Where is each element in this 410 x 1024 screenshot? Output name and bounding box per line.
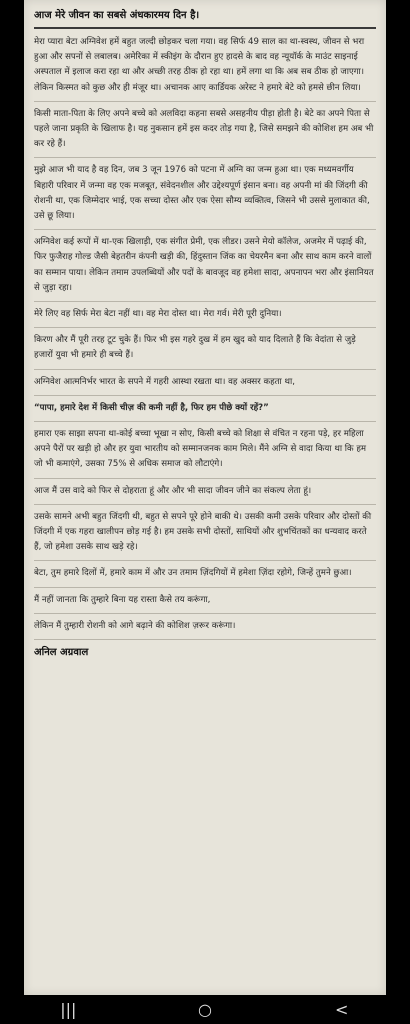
article-paragraph: मैं नहीं जानता कि तुम्हारे बिना यह रास्ता कैसे तय करूंगा, (34, 594, 211, 605)
paragraph-divider (34, 369, 376, 370)
article-paragraph: मुझे आज भी याद है वह दिन, जब 3 जून 1976 को पटना में अग्नि का जन्म हुआ था। एक मध्यमवर्गीय बिहारी परिवार में जन्मा वह एक मजबूत, संवेदनशील और उद्देश्यपूर्ण इंसान बना। वह अपनी मां की जिंदगी की रोशनी था, एक जिम्मेदार भाई, एक सच्चा दोस्त और एक ऐसा सौम्य व्यक्तित्व, जिसने भी उससे मुलाकात की, उसे छू लिया। (34, 165, 370, 222)
paragraph-divider (34, 301, 376, 302)
article-paragraph: अग्निवेश आत्मनिर्भर भारत के सपने में गहरी आस्था रखता था। वह अक्सर कहता था, (34, 376, 295, 387)
paragraph-divider (34, 157, 376, 158)
article-paragraph: उसके सामने अभी बहुत जिंदगी थी, बहुत से सपने पूरे होने बाकी थे। उसकी कमी उसके परिवार और दोस्तों की जिंदगी में एक गहरा खालीपन छोड़ गई है। हम उसके सभी दोस्तों, साथियों और शुभचिंतकों का धन्यवाद करते हैं, जो हमेशा उसके साथ खड़े रहे। (34, 511, 372, 553)
paragraph-divider (34, 395, 376, 396)
paragraph-divider (34, 478, 376, 479)
article-quote: “पापा, हमारे देश में किसी चीज़ की कमी नहीं है, फिर हम पीछे क्यों रहें?” (34, 402, 269, 413)
article-paragraph: अग्निवेश कई रूपों में था-एक खिलाड़ी, एक संगीत प्रेमी, एक लीडर। उसने मेयो कॉलेज, अजमेर में पढ़ाई की, फिर फुजैराह गोल्ड जैसी बेहतरीन कंपनी खड़ी की, हिंदुस्तान जिंक का चेयरमैन बना और साथ काम करने वालों का सम्मान पाया। लेकिन तमाम उपलब्धियों और पदों के बावजूद वह हमेशा सादा, अपनापन भरा और इंसानियत से जुड़ा रहा। (34, 237, 374, 293)
paragraph-divider (34, 327, 376, 328)
article-signature: अनिल अग्रवाल (34, 647, 89, 659)
article-paragraph: हमारा एक साझा सपना था-कोई बच्चा भूखा न सोए, किसी बच्चे को शिक्षा से वंचित न रहना पड़े, हर महिला अपने पैरों पर खड़ी हो और हर युवा भारतीय को सम्मानजनक काम मिले। मैंने अग्नि से वादा किया था कि हम जो भी कमाएंगे, उसका 75% से अधिक समाज को लौटाएंगे। (34, 429, 367, 470)
title-divider (34, 27, 376, 29)
article-paragraph: मेरा प्यारा बेटा अग्निवेश हमें बहुत जल्दी छोड़कर चला गया। वह सिर्फ 49 साल का था-स्वस्थ, जीवन से भरा हुआ और सपनों से लबालब। अमेरिका में स्कीइंग के दौरान हुए हादसे के बाद वह न्यूयॉर्क के माउंट साइनाई अस्पताल में इलाज करा रहा था और अच्छी तरह ठीक हो रहा था। हमें लगा था कि अब सब ठीक हो जाएगा। लेकिन किस्मत को कुछ और ही मंजूर था। अचानक आए कार्डियक अरेस्ट ने हमारे बेटे को हमसे छीन लिया। (34, 37, 365, 93)
back-icon[interactable]: < (334, 999, 349, 1019)
paragraph-divider (34, 421, 376, 422)
recent-apps-icon[interactable]: ||| (60, 999, 77, 1019)
paragraph-divider (34, 229, 376, 230)
android-navigation-bar (0, 995, 410, 1024)
paragraph-divider (34, 613, 376, 614)
article-paragraph: आज मैं उस वादे को फिर से दोहराता हूं और और भी सादा जीवन जीने का संकल्प लेता हूं। (34, 485, 312, 496)
article-paragraph: मेरे लिए वह सिर्फ मेरा बेटा नहीं था। वह मेरा दोस्त था। मेरा गर्व। मेरी पूरी दुनिया। (34, 309, 282, 320)
article-paragraph: किसी माता-पिता के लिए अपने बच्चे को अलविदा कहना सबसे असहनीय पीड़ा होती है। बेटे का अपने पिता से पहले जाना प्रकृति के खिलाफ है। यह नुकसान हमें इस कदर तोड़ गया है, जिसे समझने की कोशिश हम अब भी कर रहे हैं। (34, 108, 374, 150)
paragraph-divider (34, 560, 376, 561)
article-title: आज मेरे जीवन का सबसे अंधकारमय दिन है। (34, 10, 200, 21)
article-paragraph: किरण और मैं पूरी तरह टूट चुके हैं। फिर भी इस गहरे दुख में हम खुद को याद दिलाते हैं कि वेदांता से जुड़े हजारों युवा भी हमारे ही बच्चे हैं। (34, 335, 356, 361)
paragraph-divider (34, 639, 376, 640)
paragraph-divider (34, 101, 376, 102)
paragraph-divider (34, 587, 376, 588)
paragraph-divider (34, 504, 376, 505)
home-icon[interactable]: ○ (198, 999, 212, 1019)
article-paragraph: बेटा, तुम हमारे दिलों में, हमारे काम में और उन तमाम ज़िंदगियों में हमेशा ज़िंदा रहोगे, जिन्हें तुमने छुआ। (34, 568, 352, 579)
article-page (24, 0, 386, 995)
article-content (24, 0, 386, 660)
article-paragraph: लेकिन मैं तुम्हारी रोशनी को आगे बढ़ाने की कोशिश ज़रूर करूंगा। (34, 620, 236, 631)
